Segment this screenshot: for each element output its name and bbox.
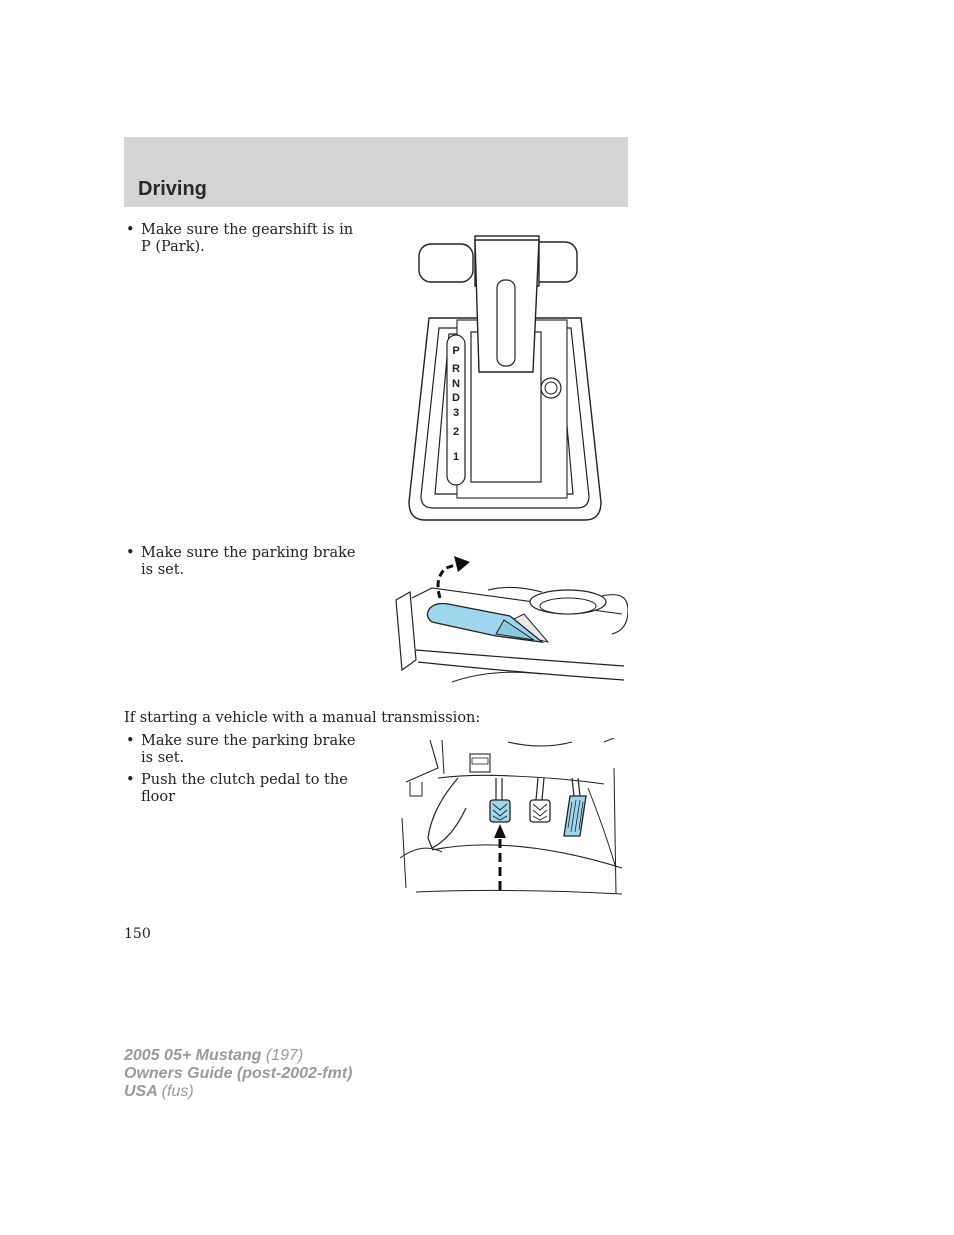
- bullet-dot: •: [126, 772, 135, 788]
- section-title: Driving: [138, 178, 207, 200]
- footer-line-1: [124, 1047, 352, 1065]
- document-footer: [124, 1047, 352, 1101]
- gear-label-N: N: [452, 378, 460, 390]
- gear-label-2: 2: [452, 426, 460, 438]
- gear-label-P: P: [452, 345, 460, 357]
- gear-label-3: 3: [452, 407, 460, 419]
- footer-guide: Owners Guide (post-2002-fmt): [124, 1065, 353, 1082]
- gearshift-illustration: [405, 232, 605, 524]
- bullet-parking-brake-manual: [124, 733, 364, 767]
- footer-market: USA: [124, 1083, 158, 1100]
- bullet-clutch-pedal: [124, 772, 364, 806]
- section-header-band: [124, 137, 628, 207]
- bullet-parking-brake: [124, 545, 364, 579]
- bullet-text: Make sure the parking brake is set.: [141, 545, 356, 578]
- gear-label-D: D: [452, 392, 460, 404]
- gear-label-1: 1: [452, 451, 460, 463]
- footer-model-code: (197): [265, 1047, 304, 1064]
- bullet-dot: •: [126, 222, 135, 238]
- parking-brake-illustration: [392, 550, 628, 686]
- bullet-text: Make sure the gearshift is in P (Park).: [141, 222, 354, 255]
- bullet-dot: •: [126, 733, 135, 749]
- bullet-text: Make sure the parking brake is set.: [141, 733, 356, 766]
- page-number: 150: [124, 926, 151, 942]
- pedals-illustration: [392, 738, 628, 896]
- bullet-text: Push the clutch pedal to the floor: [141, 772, 348, 805]
- gear-label-R: R: [452, 363, 460, 375]
- bullet-gearshift-park: [124, 222, 364, 256]
- footer-line-2: [124, 1065, 352, 1083]
- footer-line-3: [124, 1083, 352, 1101]
- bullet-dot: •: [126, 545, 135, 561]
- footer-market-code: (fus): [161, 1083, 194, 1100]
- manual-transmission-intro: If starting a vehicle with a manual transmission:: [124, 710, 481, 726]
- footer-model: 2005 05+ Mustang: [124, 1047, 262, 1064]
